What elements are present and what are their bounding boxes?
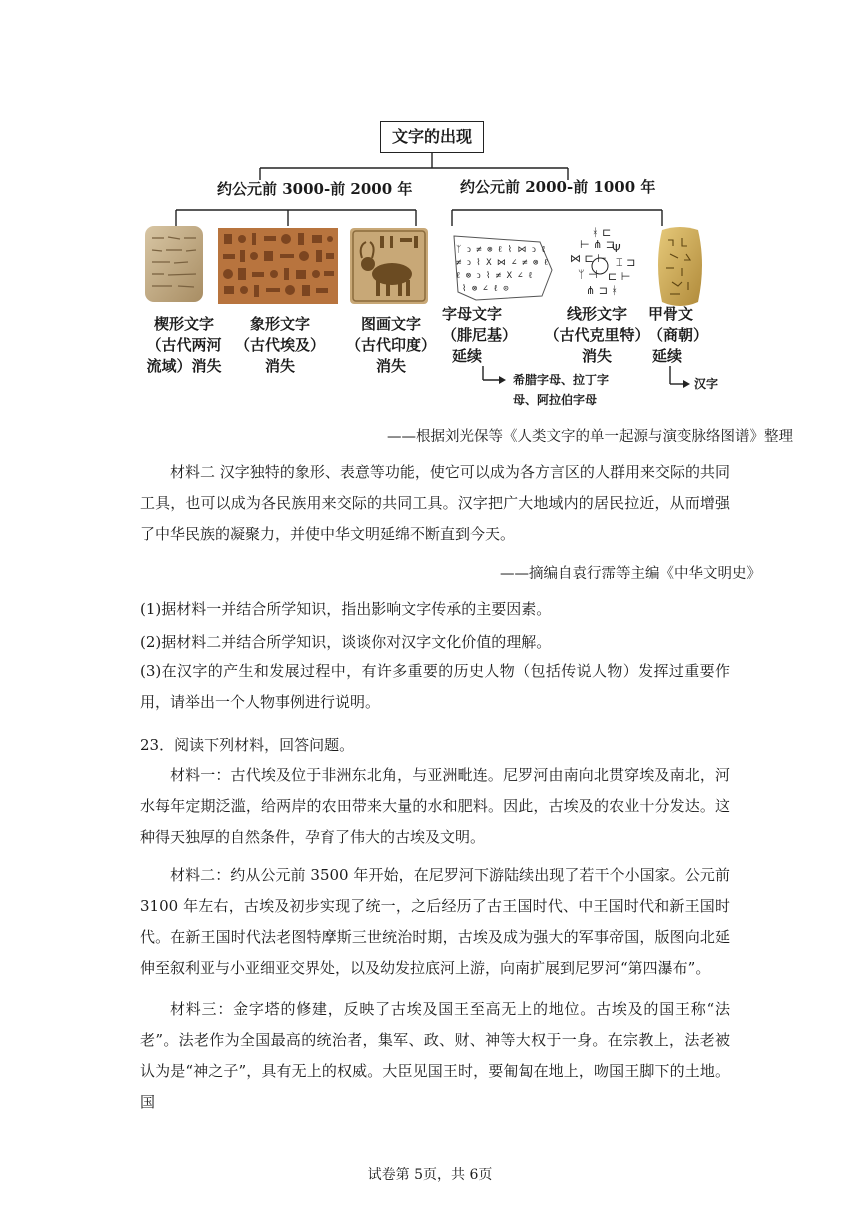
svg-text:ℓ ⊗ ↄ ⌇ ≠ X ∠ ℓ: ℓ ⊗ ↄ ⌇ ≠ X ∠ ℓ: [456, 271, 533, 281]
q23-material-2: 材料二：约从公元前 3500 年开始，在尼罗河下游陆续出现了若干个小国家。公元前 3100 年左右，古埃及初步实现了统一，之后经历了古王国时代、中王国时代和新王国时代。在新王国时代法老图特摩斯三世统治时期，古埃及成为强大的军事帝国，版图向北延伸至叙利亚与小亚细亚交界处，以及幼发拉底河上游，向南扩展到尼罗河“第四瀑布”。: [140, 866, 730, 977]
question-1: (1)据材料一并结合所学知识，指出影响文字传承的主要因素。: [140, 600, 552, 618]
script-caption-oracle: 甲骨文 （商朝） 延续: [648, 305, 709, 365]
era-label-right: 约公元前 2000-前 1000 年: [460, 178, 656, 196]
svg-text:⊏ ⊢: ⊏ ⊢: [608, 270, 631, 283]
script-caption-pictograph: 图画文字 （古代印度） 消失: [345, 315, 436, 375]
svg-text:Ψ: Ψ: [612, 242, 621, 255]
svg-text:ᚼ ⊏: ᚼ ⊏: [592, 226, 612, 239]
q23-material-3: 材料三：金字塔的修建，反映了古埃及国王至高无上的地位。古埃及的国王称“法老”。法老作为全国最高的统治者，集军、政、财、神等大权于一身。在宗教上，法老被认为是“神之子”，具有无上的权威。大臣见国王时，要匍匐在地上，吻国王脚下的土地。国: [140, 1000, 730, 1111]
oracle-bone-image: [652, 224, 708, 310]
era-label-left: 约公元前 3000-前 2000 年: [217, 180, 413, 198]
cuneiform-tablet-image: [142, 224, 206, 304]
diagram-title: 文字的出现: [380, 121, 484, 153]
svg-text:ᛉ ↄ ≠ ⊗ ℓ ⌇ ⋈ ↄ ℓ: ᛉ ↄ ≠ ⊗ ℓ ⌇ ⋈ ↄ ℓ: [456, 245, 546, 255]
question-2: (2)据材料二并结合所学知识，谈谈你对汉字文化价值的理解。: [140, 633, 552, 651]
svg-text:⋈ ⊏ ⊢: ⋈ ⊏ ⊢: [570, 252, 607, 265]
question-23-heading: 23．阅读下列材料，回答问题。: [140, 736, 355, 754]
svg-text:ᛘ ⊣: ᛘ ⊣: [578, 268, 598, 281]
writing-origins-diagram: [130, 118, 730, 418]
script-caption-hieroglyph: 象形文字 （古代埃及） 消失: [234, 315, 325, 375]
descendant-chinese: 汉字: [694, 377, 719, 391]
source-citation-2: ——摘编自袁行霈等主编《中华文明史》: [500, 566, 761, 582]
script-caption-cuneiform: 楔形文字 （古代两河 流域）消失: [146, 315, 222, 375]
svg-text:≠ ↄ ⌇ X ⋈ ∠ ≠ ⊗ ℓ: ≠ ↄ ⌇ X ⋈ ∠ ≠ ⊗ ℓ: [456, 258, 549, 268]
svg-text:⌶ ⊐: ⌶ ⊐: [616, 256, 636, 269]
indus-seal-image: [350, 228, 428, 304]
script-caption-phoenician: 字母文字 （腓尼基） 延续: [442, 305, 518, 365]
svg-text:⋔ ⊐ ᚼ: ⋔ ⊐ ᚼ: [586, 284, 619, 297]
source-citation-1: ——根据刘光保等《人类文字的单一起源与演变脉络图谱》整理: [387, 429, 793, 445]
svg-text:⌇ ⊗ ∠ ℓ ⊙: ⌇ ⊗ ∠ ℓ ⊙: [462, 284, 509, 294]
linear-script-image: [558, 222, 642, 306]
page-footer: 试卷第 5页，共 6页: [367, 1167, 493, 1183]
script-caption-linear: 线形文字 （古代克里特） 消失: [544, 305, 650, 365]
hieroglyph-wall-image: [218, 228, 338, 304]
phoenician-inscription-image: [448, 230, 554, 304]
descendant-alphabets: 希腊字母、拉丁字 母、阿拉伯字母: [513, 373, 610, 407]
q23-material-1: 材料一：古代埃及位于非洲东北角，与亚洲毗连。尼罗河由南向北贯穿埃及南北，河水每年定期泛滥，给两岸的农田带来大量的水和肥料。因此，古埃及的农业十分发达。这种得天独厚的自然条件，孕育了伟大的古埃及文明。: [140, 766, 730, 846]
material-2-paragraph: 材料二 汉字独特的象形、表意等功能，使它可以成为各方言区的人群用来交际的共同工具，也可以成为各民族用来交际的共同工具。汉字把广大地域内的居民拉近，从而增强了中华民族的凝聚力，并使中华文明延绵不断直到今天。: [140, 463, 730, 543]
svg-text:⊢ ⋔ ⊐: ⊢ ⋔ ⊐: [580, 238, 616, 251]
question-3: (3)在汉字的产生和发展过程中，有许多重要的历史人物（包括传说人物）发挥过重要作用，请举出一个人物事例进行说明。: [140, 662, 730, 711]
